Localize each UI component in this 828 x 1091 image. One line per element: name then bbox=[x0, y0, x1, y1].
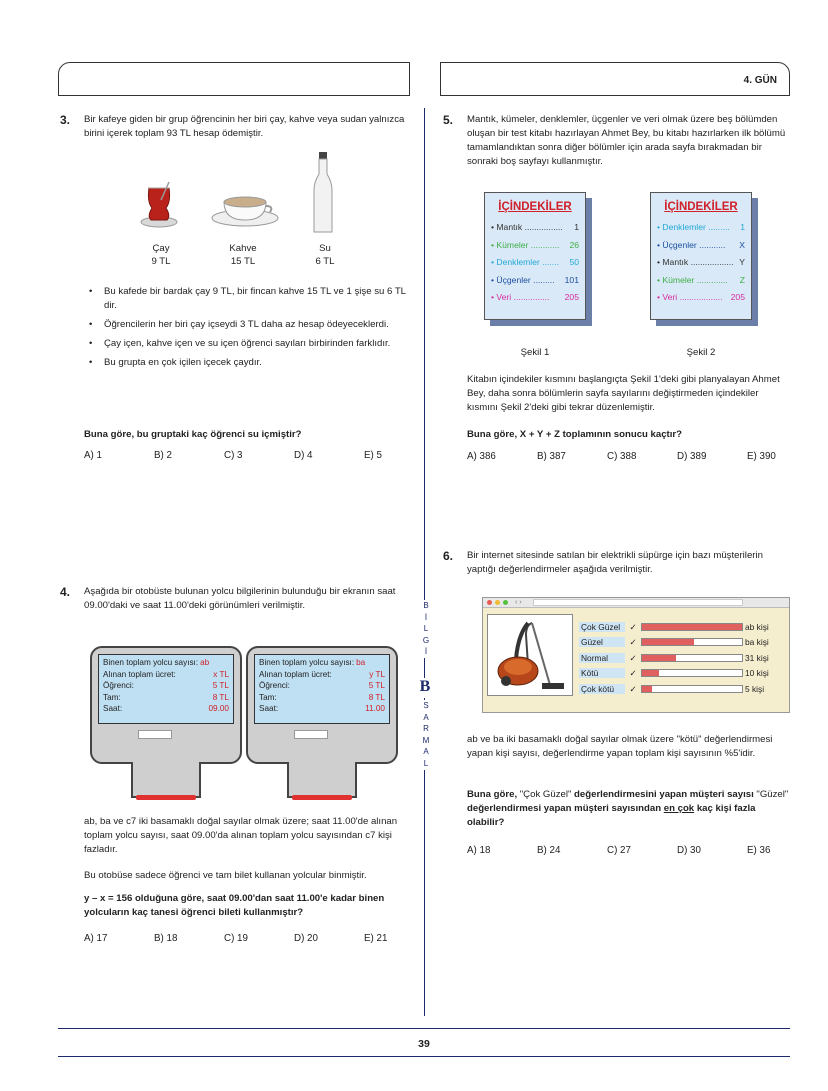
rating-bar-fill bbox=[642, 624, 742, 630]
toc-row-page: 50 bbox=[569, 257, 579, 267]
coffee-name: Kahve bbox=[229, 243, 257, 254]
rating-bar bbox=[641, 685, 743, 693]
toc-row-label: • Veri .................. bbox=[657, 292, 723, 302]
choice-d[interactable]: D) 389 bbox=[677, 451, 707, 462]
toc-row bbox=[491, 272, 579, 290]
toc-row bbox=[491, 254, 579, 272]
fig2-caption: Şekil 2 bbox=[686, 347, 716, 358]
header-right-box bbox=[440, 62, 790, 96]
q3-choices bbox=[84, 450, 434, 461]
toc-row-page: 26 bbox=[569, 239, 579, 250]
toc-row-page: 1 bbox=[574, 222, 579, 232]
toc-row-label: • Mantık .................. bbox=[657, 257, 734, 267]
toc-row-label: • Üçgenler ........... bbox=[657, 239, 726, 250]
terminal-base bbox=[136, 795, 196, 800]
bullet-item: • Çay içen, kahve içen ve su içen öğrenci sayıları birbirinden farklıdır. bbox=[89, 338, 391, 349]
column-divider bbox=[424, 108, 425, 1016]
choice-b[interactable]: B) 18 bbox=[154, 933, 178, 944]
bullet-item: • Bu kafede bir bardak çay 9 TL, bir fincan kahve 15 TL ve 1 şişe su 6 TL dir. bbox=[89, 286, 406, 311]
toc-row-page: 101 bbox=[564, 274, 579, 285]
toc-row bbox=[657, 289, 745, 307]
choice-b[interactable]: B) 24 bbox=[537, 845, 561, 856]
rating-row bbox=[579, 620, 769, 633]
rating-bar-fill bbox=[642, 639, 694, 645]
check-icon: ✓ bbox=[629, 637, 637, 647]
rating-count: ba kişi bbox=[745, 637, 769, 647]
q5-paragraph: Kitabın içindekiler kısmını başlangıçta Şekil 1'deki gibi planyalayan Ahmet Bey, daha sonra bölümlerin sayfa sayılarını değiştirmeden içindekiler kısmını Şekil 2'deki gibi tekrar düzenlemiştir. bbox=[467, 374, 780, 413]
bus-screen-0900 bbox=[90, 646, 242, 764]
q4-question: y – x = 156 olduğuna göre, saat 09.00'dan saat 11.00'e kadar binen yolcuların kaç tanesi öğrenci bileti kullanmıştır? bbox=[84, 893, 385, 918]
maximize-dot-icon[interactable] bbox=[503, 600, 508, 605]
toc-title: İÇİNDEKİLER bbox=[664, 201, 738, 213]
choice-e[interactable]: E) 36 bbox=[747, 845, 771, 856]
tea-price: 9 TL bbox=[151, 256, 171, 267]
rating-label: Normal bbox=[579, 653, 625, 663]
check-icon: ✓ bbox=[629, 668, 637, 678]
choice-a[interactable]: A) 386 bbox=[467, 451, 496, 462]
choice-a[interactable]: A) 1 bbox=[84, 450, 102, 461]
side-brand-top: B İ L G İ bbox=[422, 601, 430, 657]
browser-toolbar bbox=[483, 598, 789, 608]
q4-paragraph-1: ab, ba ve c7 iki basamaklı doğal sayılar olmak üzere; saat 11.00'de alınan toplam yolcu sayısı, saat 09.00'da alınan toplam yolcu sayısından c7 kişi fazladır. bbox=[84, 816, 398, 855]
toc-row-label: • Kümeler ............. bbox=[657, 274, 728, 285]
water-price: 6 TL bbox=[315, 256, 335, 267]
q5-intro: Mantık, kümeler, denklemler, üçgenler ve veri olmak üzere beş bölümden oluşan bir test kitabı hazırlayan Ahmet Bey, bu kitabı hazırlarken ilk bölümü tamamlandıktan sonra diğer bölümler için arada sayfa bırakmadan bir sonraki boş sayfayı kullanmıştır. bbox=[467, 114, 786, 167]
rating-row bbox=[579, 682, 764, 695]
bus-screen-1100 bbox=[246, 646, 398, 764]
address-bar[interactable] bbox=[533, 599, 743, 606]
q4-choices bbox=[84, 933, 434, 944]
choice-a[interactable]: A) 17 bbox=[84, 933, 108, 944]
page-number: 39 bbox=[418, 1038, 430, 1050]
rating-label: Kötü bbox=[579, 668, 625, 678]
rating-bar bbox=[641, 623, 743, 631]
toc-row bbox=[657, 254, 745, 272]
tea-glass-image bbox=[139, 180, 179, 228]
q3-question: Buna göre, bu gruptaki kaç öğrenci su içmiştir? bbox=[84, 429, 302, 440]
fig1-caption: Şekil 1 bbox=[520, 347, 550, 358]
toc-row bbox=[491, 289, 579, 307]
water-bottle-image bbox=[312, 152, 334, 234]
header-left-box bbox=[58, 62, 410, 96]
toc-row-label: • Mantık ................ bbox=[491, 222, 563, 232]
toc-row-page: 205 bbox=[564, 292, 579, 302]
coffee-cup-image bbox=[210, 190, 280, 228]
card-slot bbox=[138, 730, 172, 739]
rating-row bbox=[579, 667, 769, 680]
choice-d[interactable]: D) 20 bbox=[294, 933, 318, 944]
choice-e[interactable]: E) 5 bbox=[364, 450, 382, 461]
q6-number: 6. bbox=[443, 549, 454, 563]
choice-e[interactable]: E) 21 bbox=[364, 933, 388, 944]
toc-row-label: • Denklemler ......... bbox=[657, 222, 730, 232]
brand-logo: B bbox=[416, 678, 434, 698]
day-label: 4. GÜN bbox=[743, 75, 777, 86]
terminal-stand bbox=[287, 762, 357, 798]
toc-row bbox=[657, 219, 745, 237]
choice-d[interactable]: D) 30 bbox=[677, 845, 701, 856]
side-brand-bottom: S A R M A L bbox=[422, 701, 430, 768]
rating-bar-fill bbox=[642, 670, 659, 676]
choice-c[interactable]: C) 19 bbox=[224, 933, 248, 944]
choice-c[interactable]: C) 27 bbox=[607, 845, 631, 856]
vacuum-cleaner-image bbox=[487, 614, 573, 696]
check-icon: ✓ bbox=[629, 683, 637, 694]
toc-row-page: 205 bbox=[730, 292, 745, 302]
q3-intro: Bir kafeye giden bir grup öğrencinin her biri çay, kahve veya sudan yalnızca birini içerek toplam 93 TL hesap ödemiştir. bbox=[84, 114, 405, 139]
rating-label: Çok kötü bbox=[579, 684, 625, 694]
toc-row-label: • Kümeler ............ bbox=[491, 239, 560, 250]
toc-row bbox=[657, 237, 745, 255]
check-icon: ✓ bbox=[629, 621, 637, 632]
choice-c[interactable]: C) 3 bbox=[224, 450, 243, 461]
rating-bar-fill bbox=[642, 655, 676, 661]
nav-arrows-icon[interactable]: ‹ › bbox=[515, 599, 522, 606]
choice-d[interactable]: D) 4 bbox=[294, 450, 313, 461]
rating-row bbox=[579, 651, 769, 664]
q6-question: Buna göre, "Çok Güzel" değerlendirmesini yapan müşteri sayısı "Güzel" değerlendirmesi yapan müşteri sayısından en çok kaç kişi fazla olabilir? bbox=[467, 789, 789, 828]
toc-row bbox=[491, 219, 579, 237]
footer-line-top bbox=[58, 1028, 790, 1029]
q4-paragraph-2: Bu otobüse sadece öğrenci ve tam bilet kullanan yolcular binmiştir. bbox=[84, 870, 367, 881]
terminal-base bbox=[292, 795, 352, 800]
rating-count: 10 kişi bbox=[745, 668, 769, 678]
rating-label: Çok Güzel bbox=[579, 622, 625, 632]
choice-b[interactable]: B) 2 bbox=[154, 450, 172, 461]
card-slot bbox=[294, 730, 328, 739]
choice-a[interactable]: A) 18 bbox=[467, 845, 491, 856]
toc-row-page: 1 bbox=[740, 222, 745, 232]
rating-row bbox=[579, 636, 769, 649]
toc-row-page: X bbox=[739, 239, 745, 250]
choice-e[interactable]: E) 390 bbox=[747, 451, 776, 462]
q4-intro: Aşağıda bir otobüste bulunan yolcu bilgilerinin bulunduğu bir ekranın saat 09.00'daki ve saat 11.00'deki görünümleri verilmiştir. bbox=[84, 586, 396, 611]
rating-bar bbox=[641, 669, 743, 677]
tea-name: Çay bbox=[152, 243, 170, 254]
close-dot-icon[interactable] bbox=[487, 600, 492, 605]
toc-row-page: Z bbox=[739, 274, 745, 285]
q3-number: 3. bbox=[60, 113, 71, 127]
q6-choices bbox=[467, 845, 817, 856]
rating-bar bbox=[641, 654, 743, 662]
bullet-item: • Öğrencilerin her biri çay içseydi 3 TL daha az hesap ödeyeceklerdi. bbox=[89, 319, 389, 330]
toc-row-label: • Üçgenler ......... bbox=[491, 274, 555, 285]
rating-count: ab kişi bbox=[745, 621, 769, 632]
choice-b[interactable]: B) 387 bbox=[537, 451, 566, 462]
toc-row-label: • Veri ............... bbox=[491, 292, 550, 302]
toc-row bbox=[657, 272, 745, 290]
q6-paragraph: ab ve ba iki basamaklı doğal sayılar olmak üzere "kötü" değerlendirmesi yapan kişi sayısı, değerlendirme yapan toplam kişi sayısının %5'idir. bbox=[467, 734, 773, 759]
rating-count: 31 kişi bbox=[745, 652, 769, 663]
q4-number: 4. bbox=[60, 585, 71, 599]
check-icon: ✓ bbox=[629, 652, 637, 663]
q3-bullet-list bbox=[84, 285, 408, 375]
rating-bar-fill bbox=[642, 686, 652, 692]
rating-count: 5 kişi bbox=[745, 683, 765, 694]
bullet-item: • Bu grupta en çok içilen içecek çaydır. bbox=[89, 357, 262, 368]
minimize-dot-icon[interactable] bbox=[495, 600, 500, 605]
toc-title: İÇİNDEKİLER bbox=[498, 201, 572, 213]
coffee-price: 15 TL bbox=[230, 256, 256, 267]
rating-bar bbox=[641, 638, 743, 646]
terminal-stand bbox=[131, 762, 201, 798]
product-review-window bbox=[482, 597, 790, 713]
q5-question: Buna göre, X + Y + Z toplamının sonucu kaçtır? bbox=[467, 429, 683, 440]
toc-figure-2 bbox=[650, 192, 752, 320]
screen-display: Binen toplam yolcu sayısı: ab Alınan toplam ücret: x TL Öğrenci: 5 TL Tam: 8 TL Saat: 09.00 bbox=[98, 654, 234, 724]
q5-choices bbox=[467, 451, 817, 462]
toc-row bbox=[491, 237, 579, 255]
choice-c[interactable]: C) 388 bbox=[607, 451, 637, 462]
toc-row-page: Y bbox=[739, 257, 745, 267]
toc-row-label: • Denklemler ....... bbox=[491, 257, 559, 267]
q5-number: 5. bbox=[443, 113, 454, 127]
q6-intro: Bir internet sitesinde satılan bir elektrikli süpürge için bazı müşterilerin yaptığı değerlendirmeler aşağıda verilmiştir. bbox=[467, 550, 763, 575]
rating-label: Güzel bbox=[579, 637, 625, 647]
toc-figure-1 bbox=[484, 192, 586, 320]
footer-line-bottom bbox=[58, 1056, 790, 1057]
water-name: Su bbox=[319, 243, 331, 254]
screen-display: Binen toplam yolcu sayısı: ba Alınan toplam ücret: y TL Öğrenci: 5 TL Tam: 8 TL Saat: 11.00 bbox=[254, 654, 390, 724]
